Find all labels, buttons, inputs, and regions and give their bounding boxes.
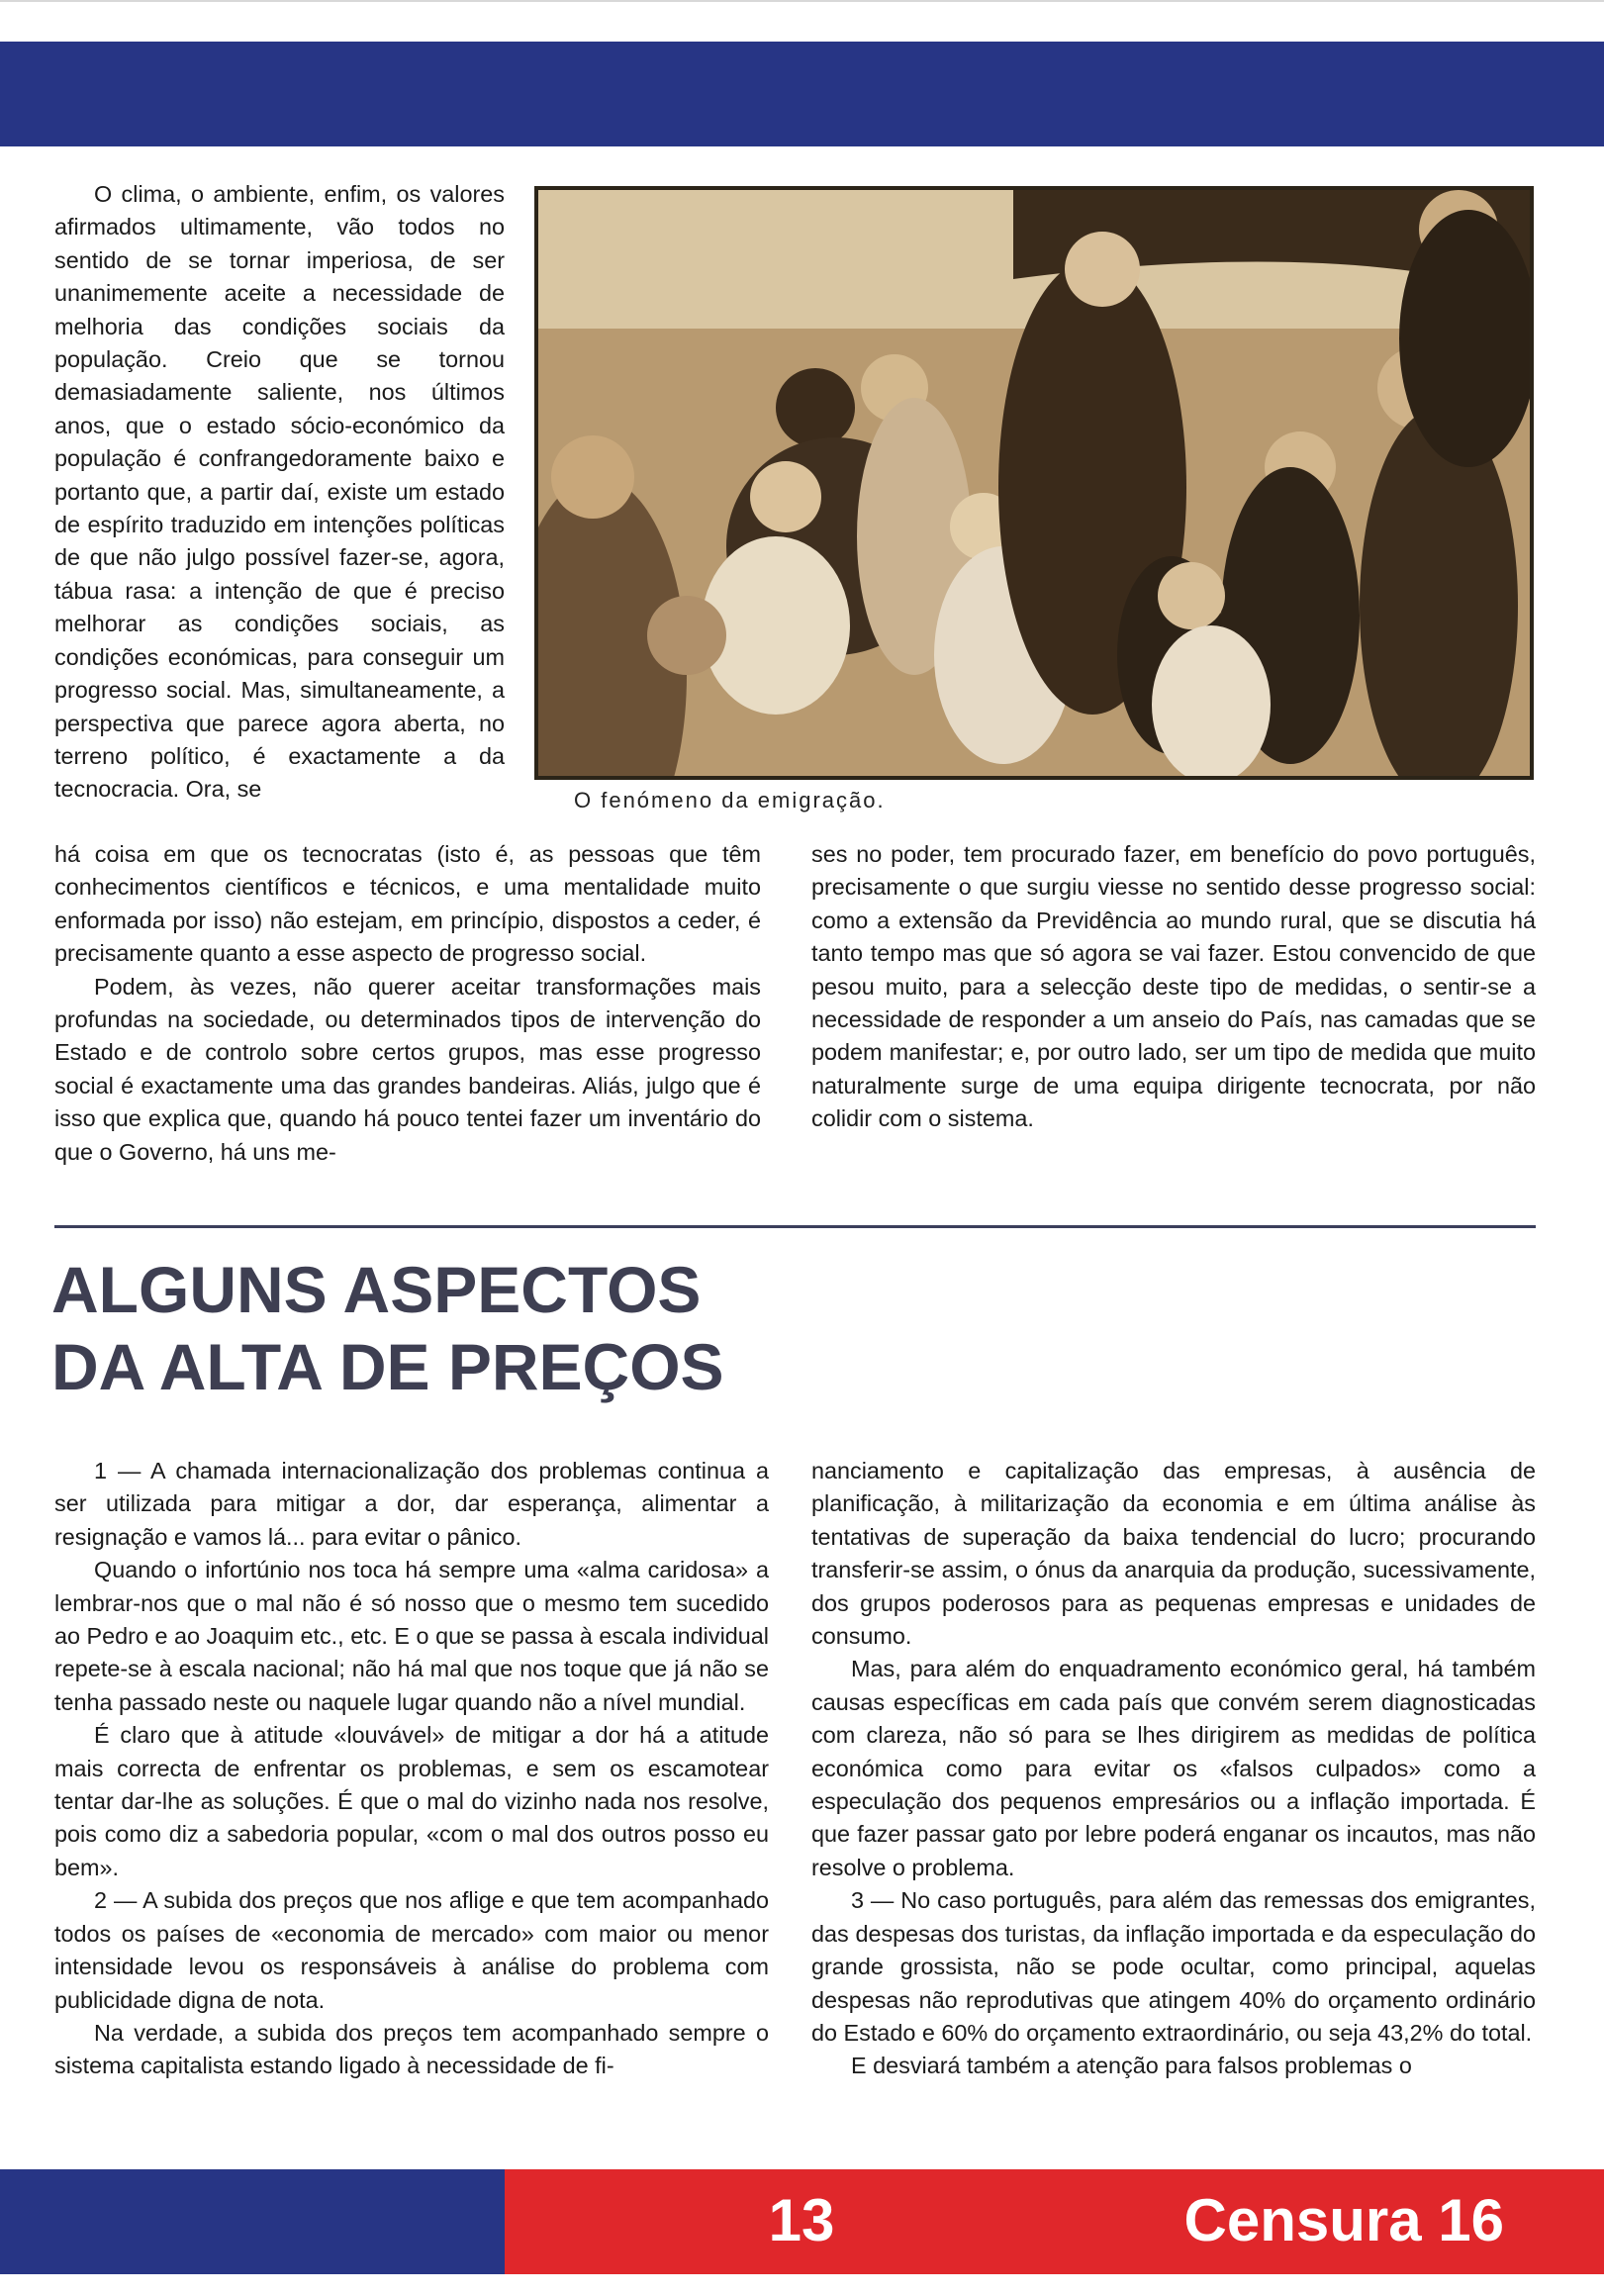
photo-caption: O fenómeno da emigração. [574, 788, 886, 813]
top-color-band [0, 42, 1604, 146]
emigration-photo [534, 186, 1534, 780]
paragraph: nanciamento e capitalização das empresas, à ausência de planificação, à militarização da economia e em última análise às tentativas de superação da baixa tendencial do lucro; procurando transferir-se assim, o ónus da anarquia da produção, sucessivamente, dos grupos poderosos para as pequenas empresas e unidades de consumo. [811, 1458, 1536, 1650]
paragraph: Quando o infortúnio nos toca há sempre uma «alma caridosa» a lembrar-nos que o mal não é só nosso que o mesmo tem sucedido ao Pedro e ao Joaquim etc., etc. E o que se passa à escala individual repete-se à escala nacional; não há mal que nos toque que já não se tenha passado neste ou naquele lugar quando não a nível mundial. [54, 1557, 769, 1715]
paragraph: Podem, às vezes, não querer aceitar transformações mais profundas na sociedade, ou determinados tipos de intervenção do Estado e de controlo sobre certos grupos, mas esse progresso social é exactamente uma das grandes bandeiras. Aliás, julgo que é isso que explica que, quando há pouco tentei fazer um inventário do que o Governo, há uns me- [54, 973, 761, 1165]
page-number: 13 [768, 2187, 835, 2253]
article-column-bottom-right [811, 1455, 1536, 2083]
top-edge-line [0, 0, 1604, 2]
article-headline [51, 1251, 942, 1405]
paragraph: Na verdade, a subida dos preços tem acompanhado sempre o sistema capitalista estando ligado à necessidade de fi- [54, 2019, 769, 2079]
paragraph: O clima, o ambiente, enfim, os valores afirmados ultimamente, vão todos no sentido de se tornar imperiosa, de ser unanimemente aceite a necessidade de melhoria das condições sociais da população. Creio que se tornou demasiadamente saliente, nos últimos anos, que o estado sócio-económico da população é confrangedoramente baixo e portanto que, a partir daí, existe um estado de espírito traduzido em intenções políticas de que não julgo possível fazer-se, agora, tábua rasa: a intenção de que é preciso melhorar as condições sociais, as condições económicas, para conseguir um progresso social. Mas, simultaneamente, a perspectiva que parece agora aberta, no terreno político, é exactamente a da tecnocracia. Ora, se [54, 181, 505, 803]
paragraph: 2 — A subida dos preços que nos aflige e que tem acompanhado todos os países de «economia de mercado» com maior ou menor intensidade levou os responsáveis à análise do problema com publicidade digna de nota. [54, 1887, 769, 2013]
paragraph: É claro que à atitude «louvável» de mitigar a dor há a atitude mais correcta de enfrentar os problemas, e sem os escamotear tentar dar-lhe as soluções. É que o mal do vizinho nada nos resolve, pois como diz a sabedoria popular, «com o mal dos outros posso eu bem». [54, 1722, 769, 1880]
headline-line-1: ALGUNS ASPECTOS [51, 1253, 702, 1326]
footer-blue-band [0, 2169, 505, 2274]
paragraph: E desviará também a atenção para falsos problemas o [851, 2053, 1412, 2079]
article-column-top-left [54, 178, 505, 807]
section-divider [54, 1225, 1536, 1228]
headline-line-2: DA ALTA DE PREÇOS [51, 1330, 724, 1403]
article-column-top-right [811, 838, 1536, 1136]
article-column-mid-left [54, 838, 761, 1169]
paragraph: Mas, para além do enquadramento económico geral, há também causas específicas em cada país que convém serem diagnosticadas com clareza, não só para se lhes dirigirem as medidas de política económica como para evitar os «falsos culpados» como a especulação dos pequenos empresários ou a inflação importada. É que fazer passar gato por lebre poderá enganar os incautos, mas não resolve o problema. [811, 1656, 1536, 1880]
paragraph: ses no poder, tem procurado fazer, em benefício do povo português, precisamente o que surgiu viesse no sentido desse progresso social: como a extensão da Previdência ao mundo rural, que se discutia há tanto tempo mas que só agora se vai fazer. Estou convencido de que pesou muito, para a selecção deste tipo de medidas, o sentir-se a necessidade de responder a um anseio do País, nas camadas que se podem manifestar; e, por outro lado, ser um tipo de medida que muito naturalmente surge de uma equipa dirigente tecnocrata, por não colidir com o sistema. [811, 841, 1536, 1132]
photo-illustration [538, 190, 1530, 776]
magazine-title: Censura 16 [1183, 2187, 1504, 2253]
paragraph: 3 — No caso português, para além das remessas dos emigrantes, das despesas dos turistas, da inflação importada e da especulação do grande grossista, não se pode ocultar, como principal, aquelas despesas não reprodutivas que atingem 40% do orçamento ordinário do Estado e 60% do orçamento extraordinário, ou seja 43,2% do total. [811, 1887, 1536, 2046]
paragraph: 1 — A chamada internacionalização dos problemas continua a ser utilizada para mitigar a dor, dar esperança, alimentar a resignação e vamos lá... para evitar o pânico. [54, 1458, 769, 1550]
paragraph: há coisa em que os tecnocratas (isto é, as pessoas que têm conhecimentos científicos e técnicos, e uma mentalidade muito enformada por isso) não estejam, em princípio, dispostos a ceder, é precisamente quanto a esse aspecto de progresso social. [54, 841, 761, 967]
article-column-bottom-left [54, 1455, 769, 2083]
